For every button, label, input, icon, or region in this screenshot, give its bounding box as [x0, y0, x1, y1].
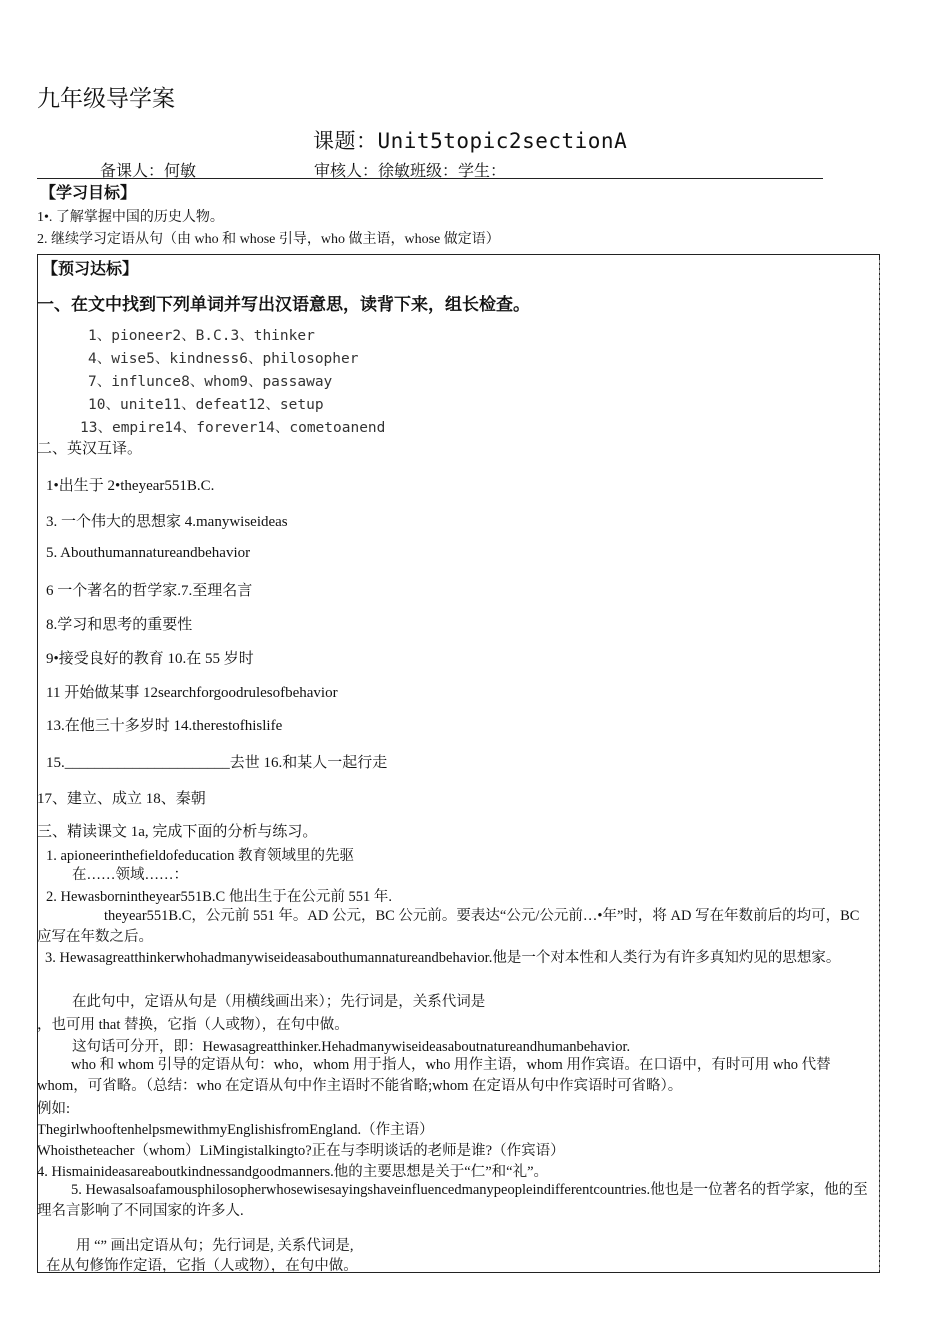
analysis-3: 3. Hewasagreatthinkerwhohadmanywiseideasabouthumannatureandbehavior.他是一个对本性和人类行为有许多真知灼见的思想家。	[45, 950, 841, 966]
analysis-1-note: 在……领域……：	[72, 867, 188, 883]
reviewer-class-student-label: 审核人：徐敏班级：学生：	[314, 161, 507, 180]
section3-heading: 三、精读课文 1a, 完成下面的分析与练习。	[37, 824, 318, 840]
translation-line-3: 5. Abouthumannatureandbehavior	[46, 545, 251, 561]
analysis-5-fill-2: 在从句修饰作定语，它指（人或物），在句中做。	[46, 1258, 358, 1274]
section2-heading: 二、英汉互译。	[37, 439, 143, 457]
example-label: 例如:	[37, 1101, 71, 1117]
meta-underline	[37, 178, 823, 179]
analysis-1: 1. apioneerinthefieldofeducation 教育领域里的先驱	[46, 848, 355, 864]
translation-line-7: 11 开始做某事 12searchforgoodrulesofbehavior	[46, 685, 338, 701]
preparer-label: 备课人：何敏	[100, 161, 197, 180]
translation-line-9: 15.______________________去世 16.和某人一起行走	[46, 755, 388, 771]
vocab-line-5: 13、empire14、forever14、cometoanend	[80, 420, 386, 436]
analysis-3-fill-2: ，也可用 that 替换，它指（人或物），在句中做。	[37, 1017, 349, 1033]
vocab-line-2: 4、wise5、kindness6、philosopher	[88, 351, 359, 367]
translation-line-6: 9•接受良好的教育 10.在 55 岁时	[46, 651, 254, 667]
analysis-2: 2. Hewasbornintheyear551B.C 他出生于在公元前 551 年.	[46, 889, 392, 905]
vocab-line-1: 1、pioneer2、B.C.3、thinker	[88, 328, 315, 344]
translation-line-4: 6 一个著名的哲学家.7.至理名言	[46, 583, 253, 599]
analysis-4: 4. Hismainideasareaboutkindnessandgoodmanners.他的主要思想是关于“仁”和“礼”。	[37, 1164, 549, 1180]
analysis-3-split: 这句话可分开，即：Hewasagreatthinker.Hehadmanywiseideasaboutnatureandhumanbehavior.	[72, 1039, 631, 1055]
course-title: 课题：Unit5topic2sectionA	[313, 129, 628, 153]
goal-item-2: 2. 继续学习定语从句（由 who 和 whose 引导，who 做主语，whose 做定语）	[37, 232, 500, 247]
translation-line-2: 3. 一个伟大的思想家 4.manywiseideas	[46, 514, 288, 530]
analysis-5-fill-1: 用 “” 画出定语从句；先行词是, 关系代词是,	[76, 1238, 354, 1254]
vocab-line-4: 10、unite11、defeat12、setup	[88, 397, 324, 413]
box-divider	[879, 260, 880, 1270]
goal-item-1: 1•. 了解掌握中国的历史人物。	[37, 210, 224, 225]
analysis-3-grammar: who 和 whom 引导的定语从句：who，whom 用于指人，who 用作主语，whom 用作宾语。在口语中，有时可用 who 代替 whom，可省略。（总结：who 在定语从句中作主语时不能省略;whom 在定语从句中作宾语时可省略）。	[37, 1057, 831, 1094]
analysis-2-note: theyear551B.C，公元前 551 年。AD 公元，BC 公元前。要表达“公元/公元前…•年”时，将 AD 写在年数前后的均可，BC 应写在年数之后。	[37, 908, 860, 945]
translation-line-1: 1•出生于 2•theyear551B.C.	[46, 478, 215, 494]
page-title: 九年级导学案	[37, 86, 175, 112]
translation-line-10: 17、建立、成立 18、秦朝	[37, 791, 206, 807]
translation-line-8: 13.在他三十多岁时 14.therestofhislife	[46, 718, 283, 734]
example-2: Whoistheteacher（whom）LiMingistalkingto?正在与李明谈话的老师是谁?（作宾语）	[37, 1143, 565, 1159]
example-1: ThegirlwhooftenhelpsmewithmyEnglishisfromEngland.（作主语）	[37, 1122, 434, 1138]
section1-heading: 一、在文中找到下列单词并写出汉语意思，读背下来，组长检查。	[37, 295, 530, 315]
vocab-line-3: 7、influnce8、whom9、passaway	[88, 374, 333, 390]
preview-heading: 【预习达标】	[42, 259, 139, 278]
analysis-3-fill-1: 在此句中，定语从句是（用横线画出来）；先行词是，关系代词是	[72, 994, 486, 1010]
translation-line-5: 8.学习和思考的重要性	[46, 617, 193, 633]
goals-heading: 【学习目标】	[40, 183, 137, 202]
analysis-5: 5. Hewasalsoafamousphilosopherwhosewisesayingshaveinfluencedmanypeopleindifferentcountries.他也是一位著名的哲学家，他的至理名言影响了不同国家的许多人.	[37, 1182, 868, 1219]
